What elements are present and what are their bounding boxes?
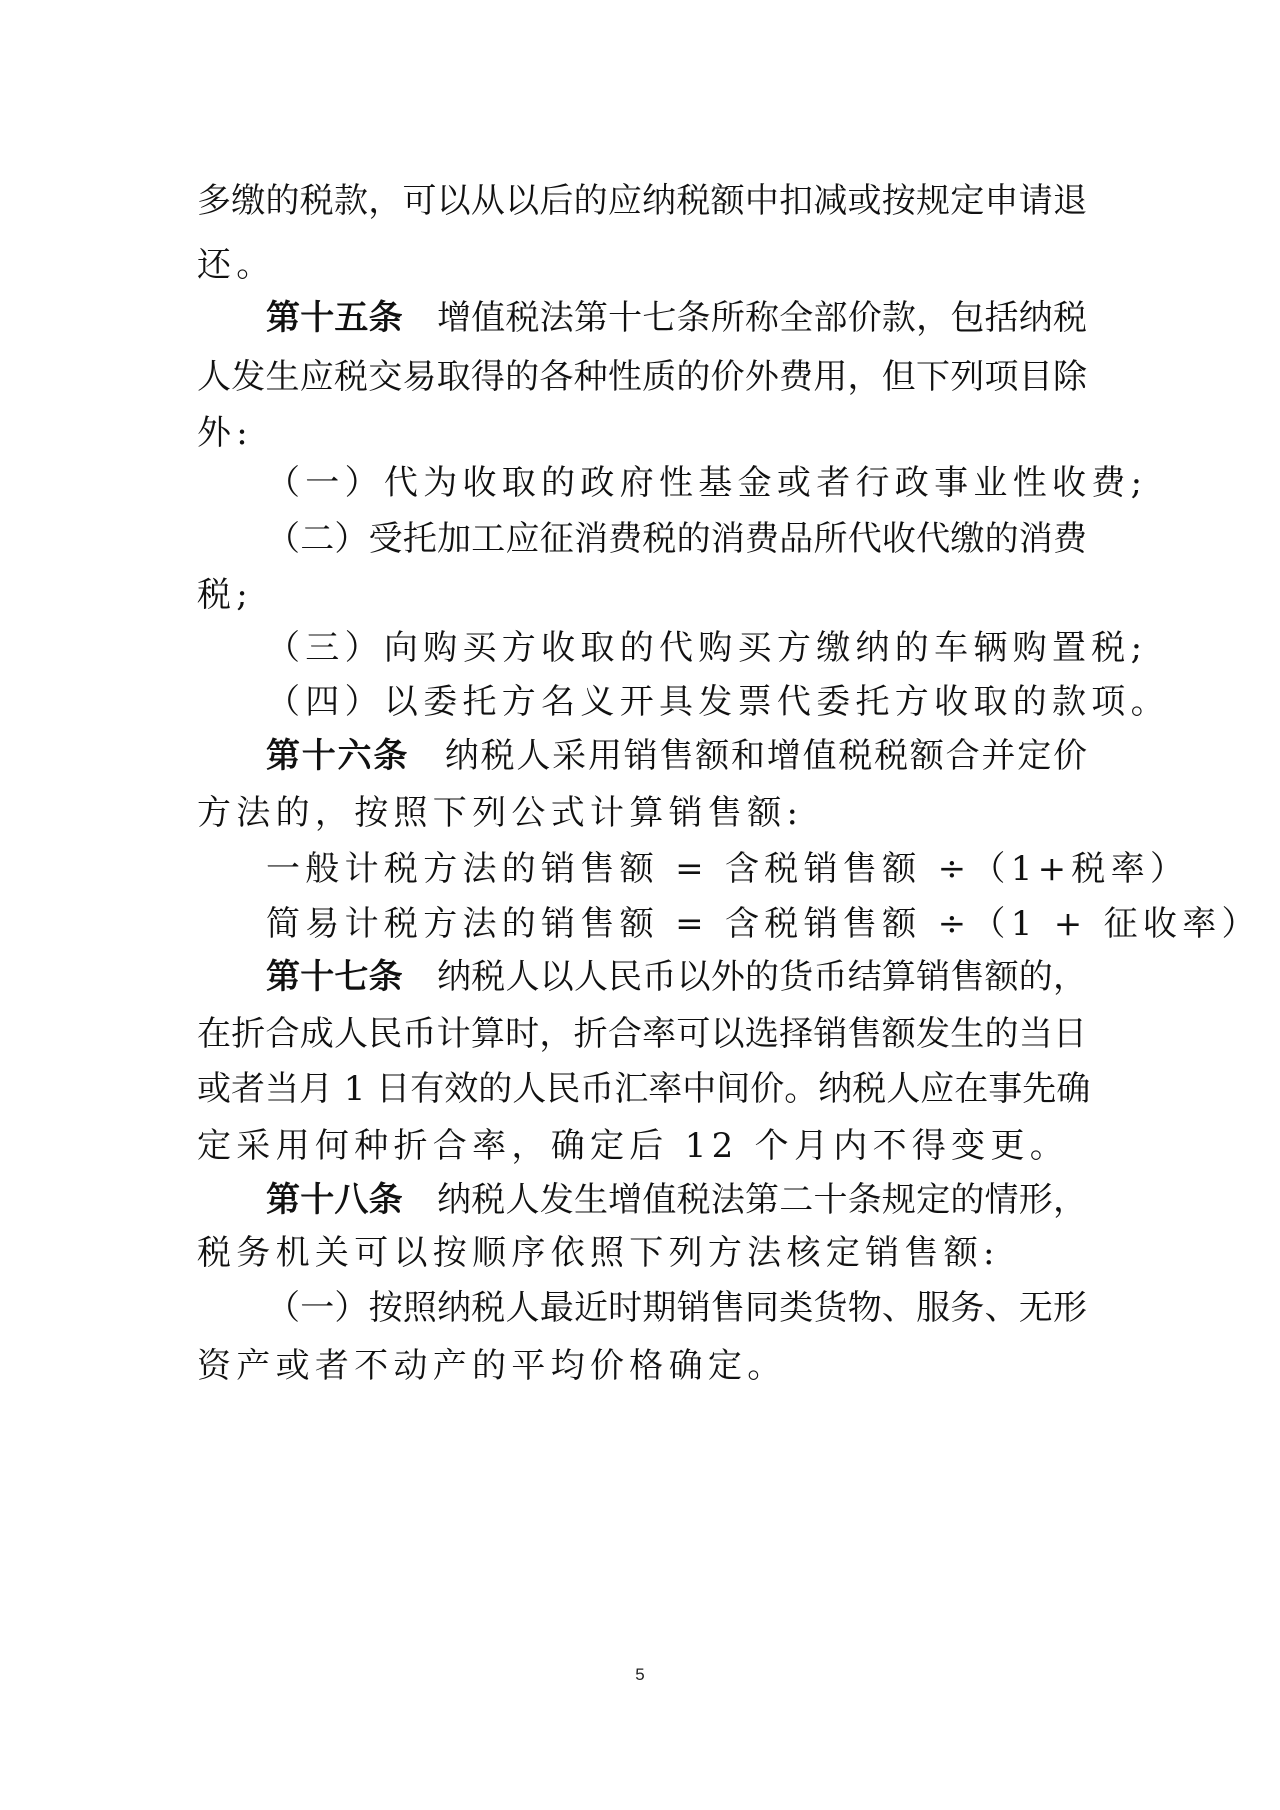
list-item: （一）按照纳税人最近时期销售同类货物、服务、无形 — [266, 1288, 1087, 1328]
article-heading: 第十七条 — [266, 957, 403, 997]
article-text: 增值税法第十七条所称全部价款，包括纳税 — [436, 298, 1088, 338]
article-text: 纳税人以人民币以外的货币结算销售额的， — [436, 957, 1088, 997]
article-heading: 第十五条 — [266, 298, 403, 338]
page-number: 5 — [635, 1665, 645, 1684]
article-heading: 第十八条 — [266, 1180, 403, 1220]
paragraph-line: 税; — [197, 575, 254, 615]
list-item: （二）受托加工应征消费税的消费品所代收代缴的消费 — [266, 519, 1087, 559]
paragraph-line: 税务机关可以按顺序依照下列方法核定销售额: — [197, 1233, 1000, 1273]
article-heading: 第十六条 — [266, 736, 410, 776]
formula-simplified: 简易计税方法的销售额 = 含税销售额 ÷（1 + 征收率） — [266, 904, 1261, 944]
article-text: 纳税人采用销售额和增值税税额合并定价 — [443, 736, 1088, 776]
article-text: 纳税人发生增值税法第二十条规定的情形， — [436, 1180, 1088, 1220]
paragraph-line: 多缴的税款，可以从以后的应纳税额中扣减或按规定申请退 — [197, 181, 1087, 221]
article-16-first-line — [266, 736, 1087, 776]
paragraph-line: 方法的，按照下列公式计算销售额: — [197, 793, 804, 833]
list-item: （一）代为收取的政府性基金或者行政事业性收费; — [266, 463, 1148, 503]
article-15-first-line — [266, 298, 1087, 338]
article-18-first-line — [266, 1180, 1087, 1220]
paragraph-line: 还。 — [197, 245, 276, 285]
list-item: （三）向购买方收取的代购买方缴纳的车辆购置税; — [266, 628, 1148, 668]
paragraph-line: 人发生应税交易取得的各种性质的价外费用，但下列项目除 — [197, 357, 1087, 397]
paragraph-line: 定采用何种折合率，确定后 12 个月内不得变更。 — [197, 1126, 1070, 1166]
list-item: （四）以委托方名义开具发票代委托方收取的款项。 — [266, 682, 1170, 722]
paragraph-line: 或者当月 1 日有效的人民币汇率中间价。纳税人应在事先确 — [197, 1069, 1091, 1109]
formula-general: 一般计税方法的销售额 = 含税销售额 ÷（1+税率） — [266, 849, 1190, 889]
paragraph-line: 资产或者不动产的平均价格确定。 — [197, 1346, 787, 1386]
paragraph-line: 在折合成人民币计算时，折合率可以选择销售额发生的当日 — [197, 1014, 1087, 1054]
paragraph-line: 外: — [197, 413, 254, 453]
article-17-first-line — [266, 957, 1087, 997]
